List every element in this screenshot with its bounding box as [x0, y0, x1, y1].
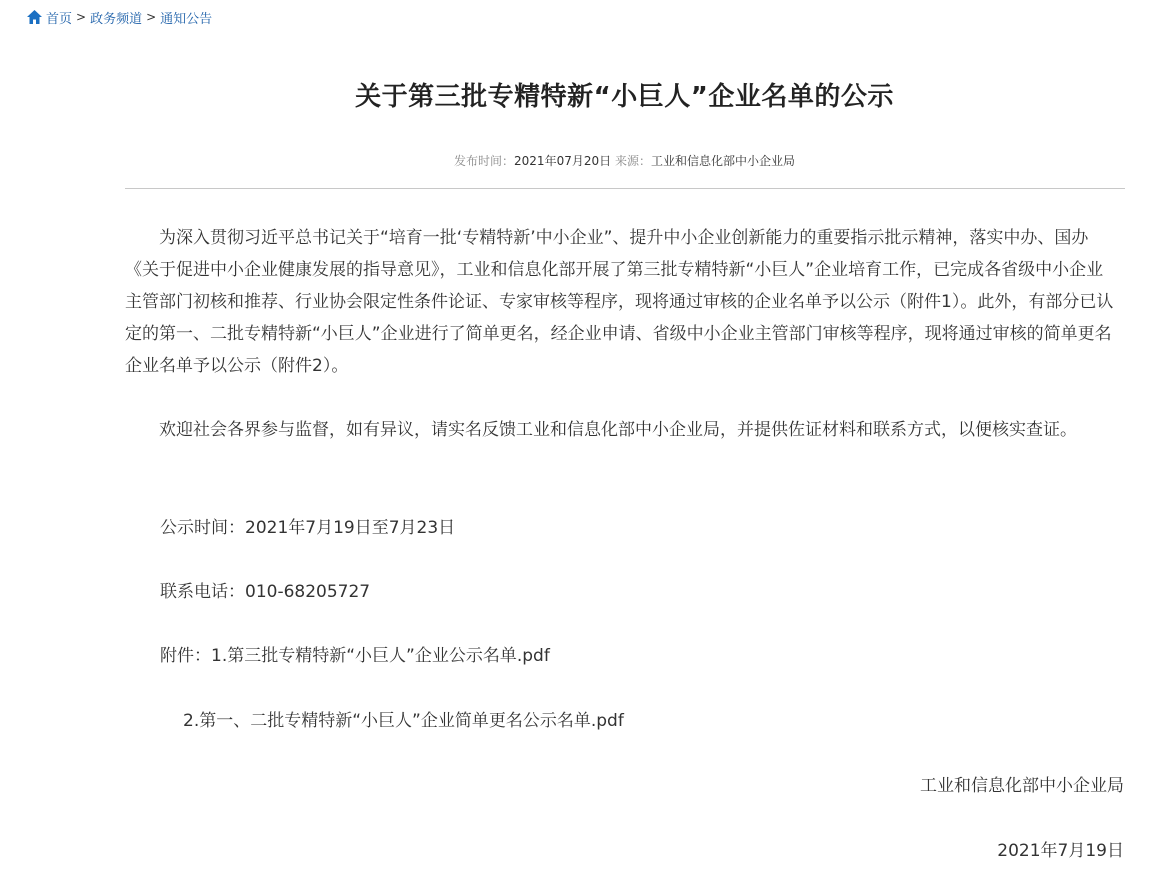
home-icon[interactable] — [26, 9, 43, 25]
contact-phone: 联系电话：010-68205727 — [160, 582, 371, 602]
attachment-1-link[interactable]: 附件：1.第三批专精特新“小巨人”企业公示名单.pdf — [160, 646, 550, 666]
paragraph-intro: 为深入贯彻习近平总书记关于“培育一批‘专精特新’中小企业”、提升中小企业创新能力的重要指示批示精神，落实中办、国办《关于促进中小企业健康发展的指导意见》，工业和信息化部开展了第三批专精特新“小巨人”企业培育工作，已完成各省级中小企业主管部门初核和推荐、行业协会限定性条件论证、专家审核等程序，现将通过审核的企业名单予以公示（附件1）。此外，有部分已认定的第一、二批专精特新“小巨人”企业进行了简单更名，经企业申请、省级中小企业主管部门审核等程序，现将通过审核的简单更名企业名单予以公示（附件2）。 — [125, 228, 1114, 376]
attachment-2-link[interactable]: 2.第一、二批专精特新“小巨人”企业简单更名公示名单.pdf — [183, 711, 624, 731]
article-meta — [0, 152, 1166, 169]
publish-date: 2021年07月20日 — [514, 154, 612, 168]
signature-date: 2021年7月19日 — [997, 841, 1124, 861]
breadcrumb — [26, 7, 212, 27]
article-body — [125, 222, 1115, 446]
publicity-period: 公示时间：2021年7月19日至7月23日 — [160, 518, 456, 538]
breadcrumb-separator: > — [76, 10, 87, 24]
source-name: 工业和信息化部中小企业局 — [650, 154, 795, 168]
paragraph-supervision: 欢迎社会各界参与监督，如有异议，请实名反馈工业和信息化部中小企业局，并提供佐证材料和联系方式，以便核实查证。 — [159, 420, 1077, 440]
breadcrumb-home-link[interactable]: 首页 — [46, 11, 73, 27]
title-divider — [125, 188, 1125, 189]
source-label: 来源： — [614, 154, 651, 168]
publish-time-label: 发布时间： — [454, 154, 515, 168]
signature-org: 工业和信息化部中小企业局 — [920, 776, 1124, 796]
page-title: 关于第三批专精特新“小巨人”企业名单的公示 — [355, 82, 894, 112]
breadcrumb-channel-link[interactable]: 政务频道 — [90, 11, 143, 27]
breadcrumb-section-link[interactable]: 通知公告 — [160, 11, 213, 27]
breadcrumb-separator: > — [146, 10, 157, 24]
